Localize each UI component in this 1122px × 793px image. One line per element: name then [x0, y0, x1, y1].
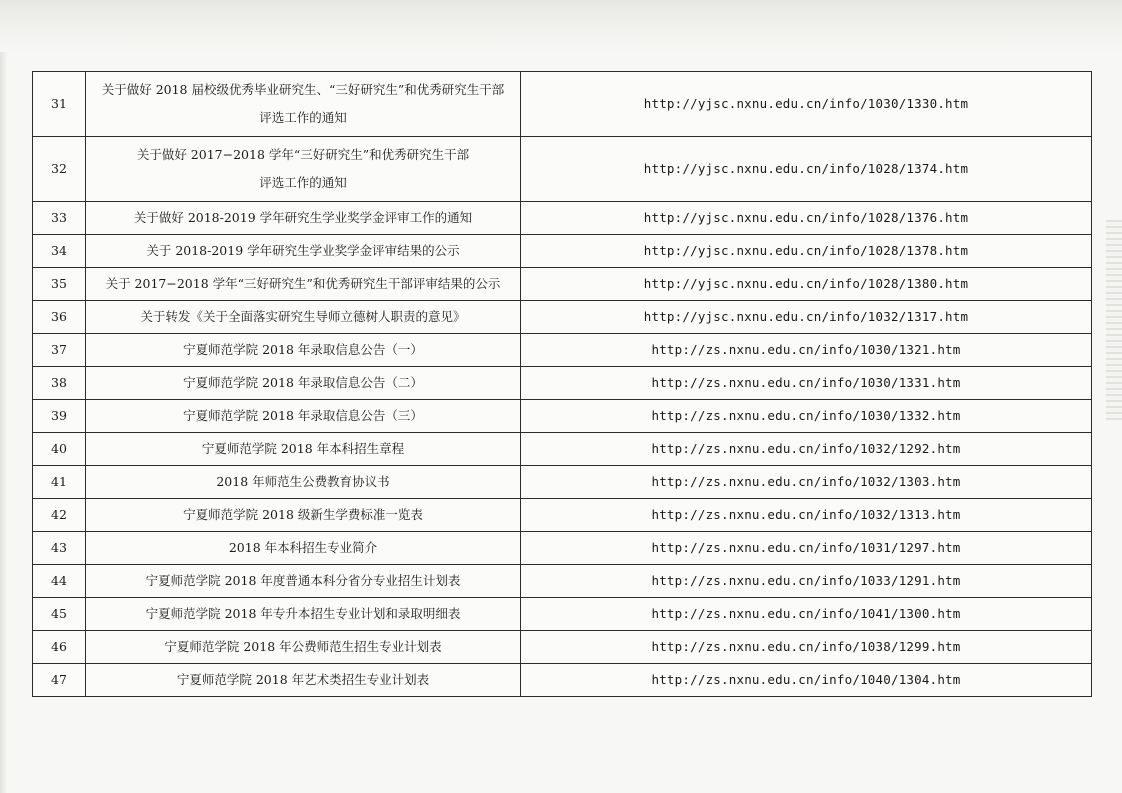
- document-url: http://zs.nxnu.edu.cn/info/1030/1331.htm: [521, 367, 1092, 400]
- document-title-line: 宁夏师范学院 2018 级新生学费标准一览表: [183, 507, 423, 522]
- row-number: 31: [33, 72, 86, 137]
- row-number: 47: [33, 664, 86, 697]
- document-title-line: 关于做好 2018 届校级优秀毕业研究生、“三好研究生”和优秀研究生干部: [101, 82, 505, 97]
- document-title-line: 宁夏师范学院 2018 年公费师范生招生专业计划表: [164, 639, 442, 654]
- document-url: http://zs.nxnu.edu.cn/info/1041/1300.htm: [521, 598, 1092, 631]
- document-url: http://zs.nxnu.edu.cn/info/1030/1321.htm: [521, 334, 1092, 367]
- document-url: http://zs.nxnu.edu.cn/info/1032/1303.htm: [521, 466, 1092, 499]
- document-title-line: 宁夏师范学院 2018 年录取信息公告（一）: [183, 342, 423, 357]
- row-number: 35: [33, 268, 86, 301]
- table-row: [33, 367, 1092, 400]
- table-row: [33, 466, 1092, 499]
- document-url: http://yjsc.nxnu.edu.cn/info/1028/1378.htm: [521, 235, 1092, 268]
- document-url: http://zs.nxnu.edu.cn/info/1032/1292.htm: [521, 433, 1092, 466]
- table-row: [33, 631, 1092, 664]
- document-url: http://yjsc.nxnu.edu.cn/info/1028/1376.htm: [521, 202, 1092, 235]
- table-row: [33, 499, 1092, 532]
- row-number: 33: [33, 202, 86, 235]
- row-number: 40: [33, 433, 86, 466]
- document-url: http://yjsc.nxnu.edu.cn/info/1028/1374.htm: [521, 137, 1092, 202]
- document-title-line: 关于 2017−2018 学年“三好研究生”和优秀研究生干部评审结果的公示: [105, 276, 501, 291]
- table-row: [33, 400, 1092, 433]
- document-title-cell: [86, 565, 521, 598]
- document-title-cell: [86, 202, 521, 235]
- document-title-line: 宁夏师范学院 2018 年专升本招生专业计划和录取明细表: [145, 606, 461, 621]
- document-title-line: 关于做好 2018-2019 学年研究生学业奖学金评审工作的通知: [133, 210, 473, 225]
- row-number: 32: [33, 137, 86, 202]
- row-number: 39: [33, 400, 86, 433]
- document-title-cell: [86, 631, 521, 664]
- document-title-cell: [86, 664, 521, 697]
- table-row: [33, 433, 1092, 466]
- scan-right-edge-marks: [1106, 220, 1122, 420]
- document-title-cell: [86, 499, 521, 532]
- document-url: http://yjsc.nxnu.edu.cn/info/1030/1330.htm: [521, 72, 1092, 137]
- row-number: 45: [33, 598, 86, 631]
- table-row: [33, 598, 1092, 631]
- document-url: http://zs.nxnu.edu.cn/info/1033/1291.htm: [521, 565, 1092, 598]
- document-title-cell: [86, 334, 521, 367]
- table-row: [33, 664, 1092, 697]
- document-title-line: 2018 年师范生公费教育协议书: [216, 474, 390, 489]
- document-title-cell: [86, 367, 521, 400]
- table-row: [33, 565, 1092, 598]
- row-number: 34: [33, 235, 86, 268]
- document-title-line: 评选工作的通知: [259, 110, 347, 125]
- table-row: [33, 268, 1092, 301]
- row-number: 42: [33, 499, 86, 532]
- table-row: [33, 532, 1092, 565]
- document-url: http://zs.nxnu.edu.cn/info/1030/1332.htm: [521, 400, 1092, 433]
- document-title-cell: [86, 400, 521, 433]
- document-url: http://zs.nxnu.edu.cn/info/1040/1304.htm: [521, 664, 1092, 697]
- row-number: 37: [33, 334, 86, 367]
- document-title-line: 宁夏师范学院 2018 年录取信息公告（三）: [183, 408, 423, 423]
- table-row: [33, 334, 1092, 367]
- document-title-line: 2018 年本科招生专业简介: [228, 540, 378, 555]
- document-url: http://yjsc.nxnu.edu.cn/info/1028/1380.htm: [521, 268, 1092, 301]
- document-title-line: 宁夏师范学院 2018 年艺术类招生专业计划表: [176, 672, 430, 687]
- row-number: 38: [33, 367, 86, 400]
- document-title-line: 关于转发《关于全面落实研究生导师立德树人职责的意见》: [140, 309, 466, 324]
- table-row: [33, 137, 1092, 202]
- document-title-cell: [86, 466, 521, 499]
- document-title-line: 关于 2018-2019 学年研究生学业奖学金评审结果的公示: [146, 243, 460, 258]
- document-url: http://zs.nxnu.edu.cn/info/1031/1297.htm: [521, 532, 1092, 565]
- scan-left-edge: [0, 0, 8, 793]
- document-title-cell: [86, 137, 521, 202]
- document-title-line: 评选工作的通知: [259, 175, 347, 190]
- document-title-cell: [86, 301, 521, 334]
- table-row: [33, 235, 1092, 268]
- table-body: [33, 72, 1092, 697]
- document-title-cell: [86, 598, 521, 631]
- table-row: [33, 202, 1092, 235]
- row-number: 41: [33, 466, 86, 499]
- row-number: 36: [33, 301, 86, 334]
- table-row: [33, 72, 1092, 137]
- document-title-line: 宁夏师范学院 2018 年本科招生章程: [201, 441, 405, 456]
- document-title-line: 关于做好 2017−2018 学年“三好研究生”和优秀研究生干部: [136, 147, 470, 162]
- document-url: http://zs.nxnu.edu.cn/info/1038/1299.htm: [521, 631, 1092, 664]
- document-title-cell: [86, 433, 521, 466]
- document-title-cell: [86, 532, 521, 565]
- row-number: 43: [33, 532, 86, 565]
- scan-top-shadow: [0, 0, 1122, 52]
- document-title-cell: [86, 268, 521, 301]
- document-title-cell: [86, 235, 521, 268]
- document-table: [32, 71, 1092, 697]
- row-number: 46: [33, 631, 86, 664]
- document-title-cell: [86, 72, 521, 137]
- document-url: http://yjsc.nxnu.edu.cn/info/1032/1317.htm: [521, 301, 1092, 334]
- document-title-line: 宁夏师范学院 2018 年度普通本科分省分专业招生计划表: [145, 573, 461, 588]
- document-url: http://zs.nxnu.edu.cn/info/1032/1313.htm: [521, 499, 1092, 532]
- document-title-line: 宁夏师范学院 2018 年录取信息公告（二）: [183, 375, 423, 390]
- row-number: 44: [33, 565, 86, 598]
- table-row: [33, 301, 1092, 334]
